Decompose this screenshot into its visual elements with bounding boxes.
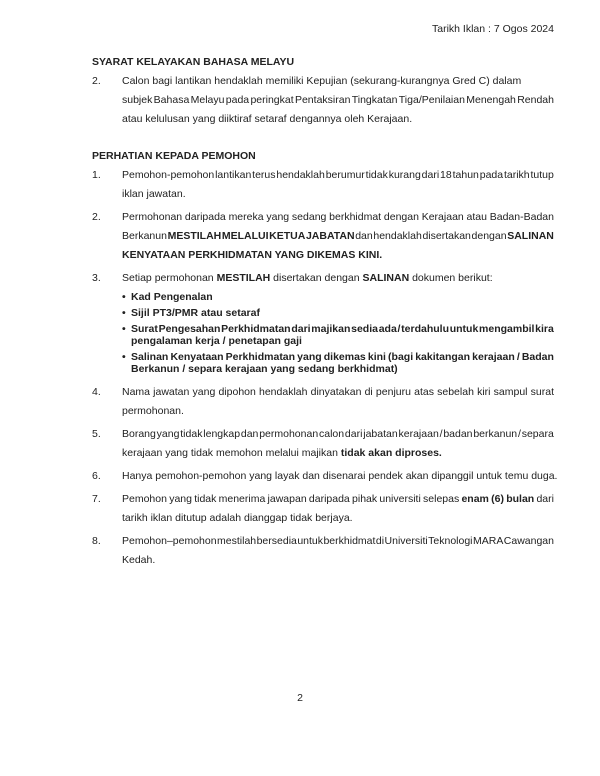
word: pada — [479, 169, 504, 181]
word: Surat — [131, 323, 158, 335]
text-line — [122, 246, 554, 265]
word: mengambil — [479, 323, 535, 335]
section-heading-syarat: SYARAT KELAYAKAN BAHASA MELAYU — [92, 56, 295, 68]
word: kerajaan — [398, 428, 439, 440]
word: mereka — [228, 211, 264, 223]
word: yang — [192, 386, 216, 398]
word: kerajaan — [472, 351, 515, 363]
word: berumur — [325, 169, 365, 181]
word: daripada — [184, 211, 226, 223]
word: tarikh — [503, 169, 530, 181]
bullet-item — [122, 307, 554, 319]
word: Pengesahan — [158, 323, 221, 335]
bullet-item — [122, 291, 554, 303]
text-run: disertakan dengan — [270, 272, 363, 284]
item-body — [122, 166, 554, 204]
text-run: MESTILAH — [216, 272, 271, 284]
word: menerima — [218, 493, 266, 505]
word: disertakan — [422, 230, 471, 242]
word: Salinan — [131, 351, 169, 363]
text-run: SALINAN — [362, 272, 410, 284]
text-run: kerajaan yang tidak memohon melalui majikan — [122, 447, 341, 459]
word: (6) — [491, 493, 504, 505]
advert-date: Tarikh Iklan : 7 Ogos 2024 — [432, 23, 554, 35]
word: dikemas — [323, 351, 366, 363]
text-line — [122, 467, 558, 486]
text-line — [122, 532, 554, 551]
word: peringkat — [250, 94, 294, 106]
item-body — [122, 425, 554, 463]
item-number: 4. — [92, 386, 101, 398]
text-line — [131, 323, 554, 335]
word: Pemohon — [122, 493, 167, 505]
text-run: tarikh iklan ditutup adalah dianggap tidak berjaya. — [122, 512, 353, 524]
word: Permohonan — [122, 211, 183, 223]
word: kurang — [388, 169, 421, 181]
word: kini — [367, 351, 386, 363]
bullet-marker-icon: • — [122, 351, 126, 363]
text-line — [122, 110, 554, 129]
word: Rendah — [517, 94, 554, 106]
numbered-item — [92, 208, 554, 265]
word: KETUA — [269, 230, 306, 242]
word: / — [517, 428, 521, 440]
word: Borang — [122, 428, 156, 440]
bullet-list — [122, 291, 554, 375]
word: pada — [225, 94, 250, 106]
word: Nama — [122, 386, 151, 398]
bullet-item — [122, 351, 554, 375]
word: yang — [169, 493, 192, 505]
word: tidak — [194, 493, 217, 505]
text-run: Sijil PT3/PMR atau setaraf — [131, 307, 260, 319]
word: majikan — [311, 323, 351, 335]
item-body — [122, 532, 554, 570]
word: berkhidmat — [323, 535, 376, 547]
word: jawatan — [153, 386, 190, 398]
text-line — [122, 425, 554, 444]
text-line — [122, 166, 554, 185]
bullet-text — [131, 323, 554, 347]
bullet-marker-icon: • — [122, 291, 126, 303]
word: (bagi — [388, 351, 414, 363]
word: terus — [252, 169, 276, 181]
text-line — [122, 91, 554, 110]
text-run: dokumen berikut: — [409, 272, 493, 284]
bullet-text — [131, 351, 554, 375]
word: dengan — [471, 230, 507, 242]
word: Universiti — [384, 535, 428, 547]
word: yang — [266, 211, 290, 223]
word: hendaklah — [373, 230, 422, 242]
item-number: 1. — [92, 169, 101, 181]
item-number: 2. — [92, 211, 101, 223]
text-line — [131, 351, 554, 363]
item-number: 3. — [92, 272, 101, 284]
word: Bahasa — [153, 94, 190, 106]
bullet-text — [131, 307, 554, 319]
word: SALINAN — [507, 230, 554, 242]
word: Kenyataan — [170, 351, 224, 363]
text-line — [131, 363, 554, 375]
word: Teknologi — [428, 535, 473, 547]
word: atau — [466, 211, 487, 223]
item-number: 5. — [92, 428, 101, 440]
numbered-item — [92, 166, 554, 204]
text-run: tidak akan diproses. — [340, 447, 442, 459]
item-number: 7. — [92, 493, 101, 505]
word: separa — [521, 428, 554, 440]
text-run: KENYATAAN PERKHIDMATAN YANG DIKEMAS KINI. — [122, 249, 383, 261]
word: tutup — [530, 169, 554, 181]
numbered-item — [92, 425, 554, 463]
item-list-syarat — [92, 72, 554, 129]
word: Pemohon-pemohon — [122, 169, 215, 181]
word: sedia — [351, 323, 378, 335]
item-list-perhatian — [92, 166, 558, 570]
text-line — [122, 383, 554, 402]
word: hendaklah — [259, 386, 308, 398]
word: terdahulu — [401, 323, 449, 335]
text-run: iklan jawatan. — [122, 188, 186, 200]
text-line — [122, 444, 554, 463]
item-body — [122, 208, 554, 265]
text-line — [122, 509, 554, 528]
word: untuk — [449, 323, 479, 335]
word: bersedia — [256, 535, 297, 547]
word: Perkhidmatan — [221, 323, 291, 335]
text-line — [131, 291, 554, 303]
word: dengan — [383, 211, 419, 223]
word: yang — [156, 428, 180, 440]
text-run: Berkanun / separa kerajaan yang sedang berkhidmat) — [131, 363, 398, 375]
text-run: atau kelulusan yang diiktiraf setaraf dengannya oleh Kerajaan. — [122, 113, 413, 125]
item-body — [122, 269, 554, 379]
text-line — [122, 551, 554, 570]
numbered-item — [92, 467, 558, 486]
word: dari — [291, 323, 311, 335]
numbered-item — [92, 490, 554, 528]
word: tahun — [452, 169, 479, 181]
word: Badan — [521, 351, 554, 363]
word: subjek — [122, 94, 153, 106]
word: kakitangan — [415, 351, 471, 363]
word: permohonan — [259, 428, 319, 440]
word: Menengah — [466, 94, 516, 106]
word: mestilah — [217, 535, 257, 547]
text-line — [122, 185, 554, 204]
text-line — [122, 490, 554, 509]
text-run: Setiap permohonan — [122, 272, 217, 284]
word: / — [439, 428, 443, 440]
item-body — [122, 490, 554, 528]
word: MESTILAH — [167, 230, 222, 242]
text-line — [122, 227, 554, 246]
word: sebelah — [437, 386, 474, 398]
word: Cawangan — [503, 535, 554, 547]
text-run: Calon bagi lantikan hendaklah memiliki Kepujian (sekurang-kurangnya Gred C) dalam — [122, 75, 522, 87]
numbered-item — [92, 72, 554, 129]
numbered-item — [92, 269, 554, 379]
word: kiri — [477, 386, 491, 398]
word: badan — [443, 428, 473, 440]
word: daripada — [308, 493, 350, 505]
word: Tiga/Penilaian — [398, 94, 465, 106]
item-number: 2. — [92, 75, 101, 87]
word: dipohon — [218, 386, 256, 398]
word: bulan — [506, 493, 535, 505]
item-body — [122, 72, 554, 129]
word: jabatan — [363, 428, 398, 440]
word: Melayu — [190, 94, 225, 106]
word: hendaklah — [276, 169, 325, 181]
word: surat — [530, 386, 554, 398]
word: sedang — [291, 211, 327, 223]
section-syarat-kelayakan — [92, 53, 554, 129]
item-number: 8. — [92, 535, 101, 547]
word: di — [375, 535, 385, 547]
word: / — [397, 323, 401, 335]
bullet-marker-icon: • — [122, 307, 126, 319]
word: tidak — [365, 169, 388, 181]
word: di — [364, 386, 373, 398]
text-run: Hanya pemohon-pemohon yang layak dan disenarai pendek akan dipanggil untuk temu duga. — [122, 470, 558, 482]
word: dan — [355, 230, 373, 242]
bullet-item — [122, 323, 554, 347]
word: lantikan — [215, 169, 252, 181]
word: universiti — [379, 493, 421, 505]
word: dari — [344, 428, 363, 440]
text-run: Kad Pengenalan — [131, 291, 213, 303]
text-run: permohonan. — [122, 405, 184, 417]
text-line — [122, 269, 554, 288]
word: penjuru — [375, 386, 411, 398]
section-perhatian — [92, 147, 558, 570]
word: Tingkatan — [351, 94, 398, 106]
word: 18 — [440, 169, 452, 181]
word: atas — [414, 386, 434, 398]
word: calon — [318, 428, 345, 440]
text-line — [122, 402, 554, 421]
word: berkanun — [473, 428, 518, 440]
word: MARA — [472, 535, 504, 547]
word: dan — [240, 428, 259, 440]
word: kira — [535, 323, 554, 335]
word: yang — [297, 351, 322, 363]
word: sampul — [493, 386, 528, 398]
word: Badan-Badan — [489, 211, 554, 223]
text-run: Kedah. — [122, 554, 156, 566]
bullet-text — [131, 291, 554, 303]
page-number: 2 — [297, 692, 303, 704]
word: JABATAN — [305, 230, 355, 242]
word: ada — [378, 323, 397, 335]
word: dari — [536, 493, 554, 505]
item-body — [122, 467, 558, 486]
numbered-item — [92, 532, 554, 570]
item-body — [122, 383, 554, 421]
section-heading-perhatian: PERHATIAN KEPADA PEMOHON — [92, 150, 256, 162]
word: selepas — [423, 493, 460, 505]
word: untuk — [297, 535, 324, 547]
word: Pentaksiran — [294, 94, 351, 106]
word: MELALUI — [221, 230, 269, 242]
word: Pemohon–pemohon — [122, 535, 217, 547]
word: Perkhidmatan — [225, 351, 296, 363]
word: dinyatakan — [310, 386, 362, 398]
word: jawapan — [267, 493, 307, 505]
word: tidak — [180, 428, 203, 440]
word: lengkap — [203, 428, 241, 440]
item-number: 6. — [92, 470, 101, 482]
word: Kerajaan — [421, 211, 464, 223]
word: / — [516, 351, 520, 363]
text-line — [122, 72, 554, 91]
text-line — [131, 335, 554, 347]
bullet-marker-icon: • — [122, 323, 126, 335]
word: pihak — [352, 493, 378, 505]
word: berkhidmat — [329, 211, 382, 223]
text-line — [122, 208, 554, 227]
word: Berkanun — [122, 230, 167, 242]
word: dari — [421, 169, 440, 181]
numbered-item — [92, 383, 554, 421]
text-line — [131, 307, 554, 319]
word: enam — [461, 493, 489, 505]
text-run: pengalaman kerja / penetapan gaji — [131, 335, 302, 347]
